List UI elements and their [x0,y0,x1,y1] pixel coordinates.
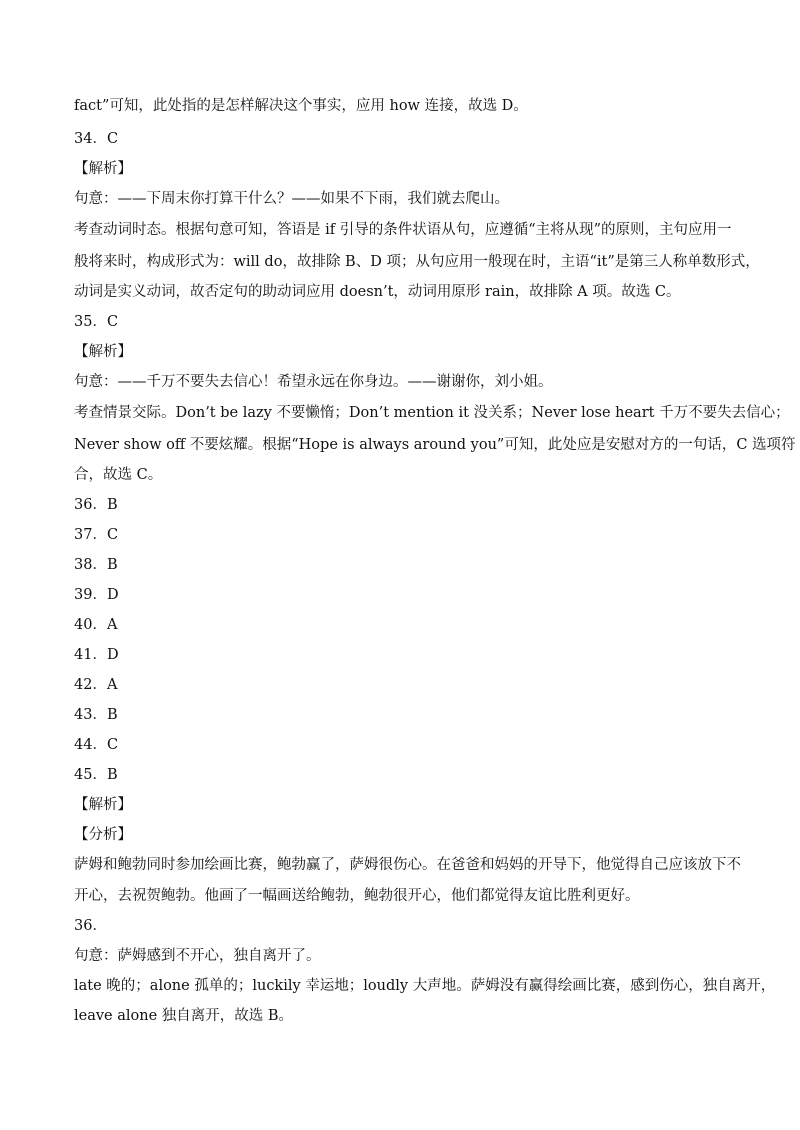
answer-38: 38．B [74,557,118,573]
answer-39: 39．D [74,587,119,603]
section-heading-summary: 【分析】 [74,827,132,843]
answer-42: 42．A [74,677,118,693]
answer-34: 34．C [74,131,119,147]
text-line: 句意：——千万不要失去信心！希望永远在你身边。——谢谢你，刘小姐。 [74,374,553,390]
text-line: late 晚的；alone 孤单的；luckily 幸运地；loudly 大声地。萨姆没有赢得绘画比赛，感到伤心，独自离开， [74,978,776,994]
text-line: 考查动词时态。根据句意可知，答语是 if 引导的条件状语从句，应遵循“主将从现”的原则，主句应用一 [74,222,732,238]
answer-45: 45．B [74,767,118,783]
text-line: 句意：萨姆感到不开心，独自离开了。 [74,948,321,964]
text-line: fact”可知，此处指的是怎样解决这个事实，应用 how 连接，故选 D。 [74,98,528,114]
text-line: 合，故选 C。 [74,467,163,483]
text-line: 萨姆和鲍勃同时参加绘画比赛，鲍勃赢了，萨姆很伤心。在爸爸和妈妈的开导下，他觉得自己应该放下不 [74,857,741,873]
text-line: 考查情景交际。Don’t be lazy 不要懒惰；Don’t mention it 没关系；Never lose heart 千万不要失去信心； [74,405,790,421]
question-number: 36． [74,918,107,934]
answer-43: 43．B [74,707,118,723]
answer-40: 40．A [74,617,118,633]
text-line: 句意：——下周末你打算干什么？——如果不下雨，我们就去爬山。 [74,191,509,207]
answer-35: 35．C [74,314,119,330]
section-heading-analysis: 【解析】 [74,344,132,360]
answer-36: 36．B [74,497,118,513]
text-line: 开心，去祝贺鲍勃。他画了一幅画送给鲍勃，鲍勃很开心，他们都觉得友谊比胜利更好。 [74,888,640,904]
text-line: 动词是实义动词，故否定句的助动词应用 doesn’t，动词用原形 rain，故排除 A 项。故选 C。 [74,284,681,300]
text-line: leave alone 独自离开，故选 B。 [74,1008,294,1024]
answer-41: 41．D [74,647,119,663]
text-line: Never show off 不要炫耀。根据“Hope is always around you”可知，此处应是安慰对方的一句话，C 选项符 [74,437,796,453]
section-heading-analysis: 【解析】 [74,161,132,177]
answer-37: 37．C [74,527,119,543]
text-line: 般将来时，构成形式为：will do，故排除 B、D 项；从句应用一般现在时，主语“it”是第三人称单数形式， [74,254,760,270]
answer-44: 44．C [74,737,119,753]
section-heading-analysis: 【解析】 [74,797,132,813]
